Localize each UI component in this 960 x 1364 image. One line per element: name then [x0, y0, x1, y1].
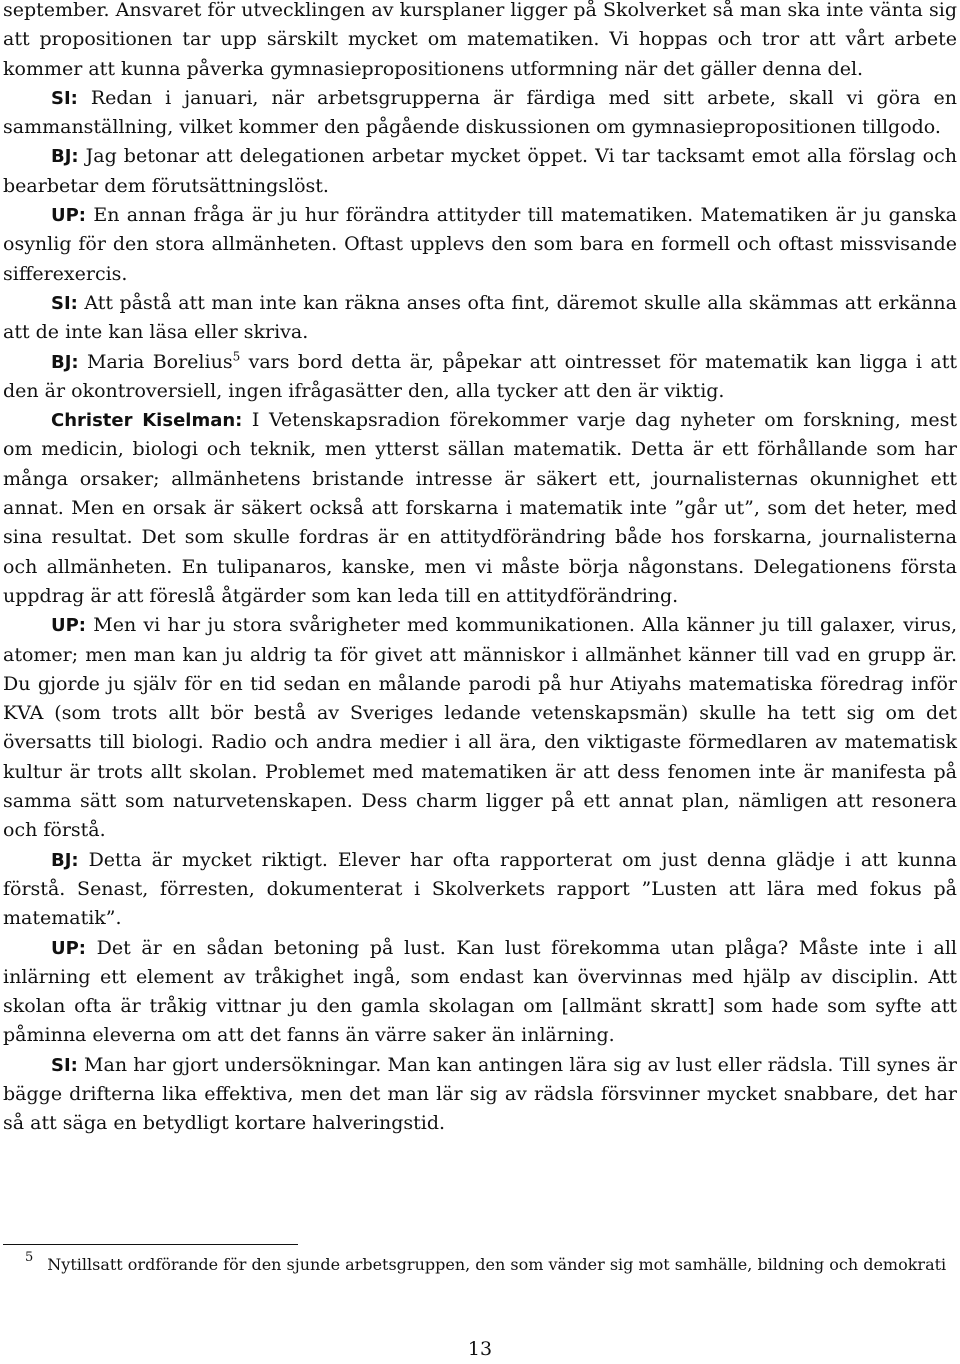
page-number: 13 [467, 1338, 493, 1360]
paragraph-text: Maria Borelius [78, 350, 233, 373]
paragraph-text: En annan fråga är ju hur förändra attityder till matematiken. Matematiken är ju ganska osynlig för den stora allmänheten. Oftast upplevs den som bara en formell och oftast missvisande sifferexercis. [3, 204, 957, 285]
paragraph [3, 201, 957, 289]
speaker-label: BJ: [51, 351, 79, 373]
paragraph [3, 289, 957, 348]
paragraph [3, 934, 957, 1051]
paragraph-text: Jag betonar att delegationen arbetar mycket öppet. Vi tar tacksamt emot alla förslag och bearbetar dem förutsättningslöst. [3, 145, 957, 197]
footnote-divider [3, 1244, 298, 1245]
paragraph [3, 348, 957, 407]
paragraph [3, 846, 957, 934]
paragraph-text: Att påstå att man inte kan räkna anses ofta fint, däremot skulle alla skämmas att erkänna att de inte kan läsa eller skriva. [3, 291, 957, 344]
paragraph-text: Detta är mycket riktigt. Elever har ofta rapporterat om just denna glädje i att kunna förstå. Senast, förresten, dokumenterat i Skolverkets rapport ”Lusten att lära med fokus på matematik”. [3, 848, 957, 930]
paragraph-text: Det är en sådan betoning på lust. Kan lust förekomma utan plåga? Måste inte i all inlärning ett element av tråkighet ingå, som endast kan övervinnas med hjälp av disciplin. Att skolan ofta är tråkig vittnar ju den gamla skolagan om [allmänt skratt] som hade som syfte att påminna eleverna om att det fanns än värre saker än inlärning. [3, 936, 957, 1047]
speaker-label: UP: [51, 205, 87, 227]
paragraph-text: I Vetenskapsradion förekommer varje dag nyheter om forskning, mest om medicin, biologi och teknik, men ytterst sällan matematik. Detta är ett förhållande som har många orsaker; allmänhetens bristande intresse är säkert ett, journalisternas okunnighet ett annat. Men en orsak är säkert också att forskarna i matematik inte ”går ut”, som det heter, med sina resultat. Det som skulle fordras är en attitydförändring både hos forskarna, journalisterna och allmänheten. En tulipanaros, kanske, men vi måste börja någonstans. Delegationens första uppdrag är att föreslå åtgärder som kan leda till en attitydförändring. [3, 409, 958, 607]
speaker-label: SI: [51, 1054, 78, 1076]
paragraph [3, 611, 957, 845]
paragraph [3, 84, 957, 143]
paragraph-text: september. Ansvaret för utvecklingen av kursplaner ligger på Skolverket så man ska inte vänta sig att propositionen tar upp särskilt mycket om matematiken. Vi hoppas och tror att vårt arbete kommer att kunna påverka gymnasiepropositionens utformning när det gäller denna del. [3, 0, 957, 80]
footnote-text: Nytillsatt ordförande för den sjunde arbetsgruppen, den som vänder sig mot samhälle, bildning och demokrati [47, 1255, 947, 1274]
paragraph-text: Men vi har ju stora svårigheter med kommunikationen. Alla känner ju till galaxer, virus, atomer; men man kan ju aldrig ta för givet att människor i allmänhet känner till vad en grupp är. Du gjorde ju själv för en tid sedan en målande parodi på hur Atiyahs matematiska föredrag inför KVA (som trots allt bör bestå av Sveriges ledande vetenskapsmän) skulle ha tett sig om det översatts till biologi. Radio och andra medier i all ära, den viktigaste förmedlaren av matematisk kultur är trots allt skolan. Problemet med matematiken är att dess fenomen inte är manifesta på samma sätt som naturvetenskapen. Dess charm ligger på ett annat plan, nämligen att resonera och förstå. [3, 614, 957, 842]
paragraph-text: Man har gjort undersökningar. Man kan antingen lära sig av lust eller rädsla. Till synes är bägge drifterna lika effektiva, men det man lär sig av rädsla försvinner mycket snabbare, det har så att säga en betydligt kortare halveringstid. [3, 1053, 957, 1135]
speaker-label: BJ: [51, 849, 79, 871]
paragraph-text: Redan i januari, när arbetsgrupperna är färdiga med sitt arbete, skall vi göra en sammanställning, vilket kommer den pågående diskussionen om gymnasiepropositionen tillgodo. [3, 86, 957, 139]
body-text [3, 0, 957, 1139]
speaker-label: UP: [51, 615, 87, 637]
footnote: 5 Nytillsatt ordförande för den sjunde arbetsgruppen, den som vänder sig mot samhälle, bildning och demokrati [25, 1250, 947, 1274]
speaker-label: UP: [51, 937, 87, 959]
footnote-reference: 5 [232, 349, 241, 364]
paragraph-text: vars bord detta är, påpekar att ointresset för matematik kan ligga i att den är okontroversiell, ingen ifrågasätter den, alla tycker att den är viktig. [3, 350, 957, 402]
paragraph [3, 1051, 957, 1139]
paragraph [3, 0, 957, 84]
speaker-label: SI: [51, 292, 78, 314]
speaker-label: SI: [51, 87, 78, 109]
paragraph [3, 142, 957, 201]
speaker-label: Christer Kiselman: [51, 410, 243, 432]
speaker-label: BJ: [51, 146, 79, 168]
paragraph [3, 406, 957, 611]
